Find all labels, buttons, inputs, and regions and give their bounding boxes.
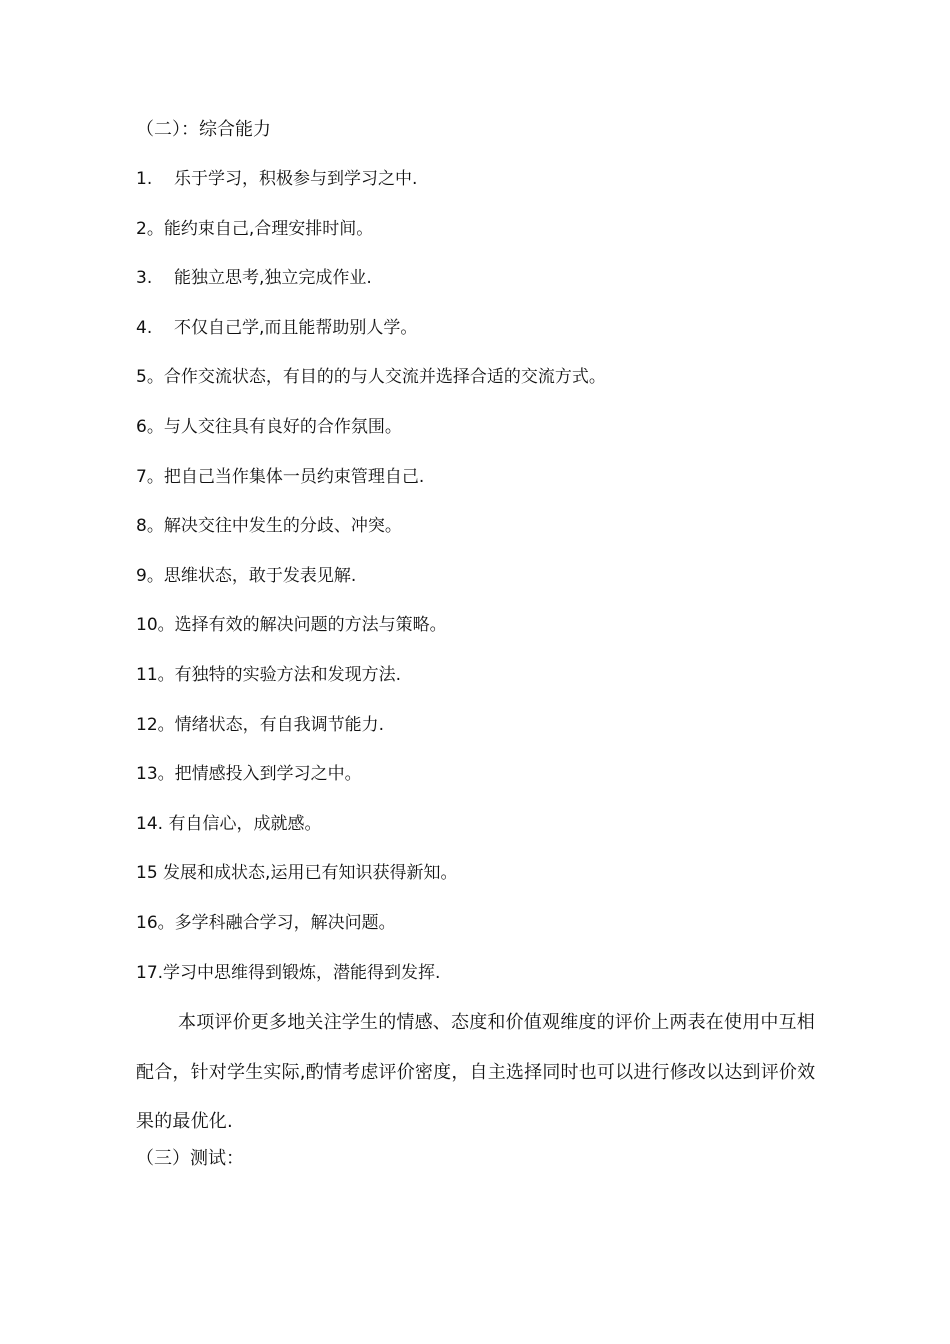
list-item — [136, 613, 816, 637]
item-text: 选择有效的解决问题的方法与策略。 — [174, 615, 447, 636]
item-number: 10。 — [136, 615, 175, 636]
item-number: 3. — [136, 268, 153, 289]
item-text: 有自信心，成就感。 — [168, 813, 322, 834]
list-item — [136, 911, 816, 935]
list-item — [136, 762, 816, 786]
item-number: 4. — [136, 317, 153, 338]
item-text: 有独特的实验方法和发现方法. — [174, 664, 402, 685]
evaluation-paragraph: 本项评价更多地关注学生的情感、态度和价值观维度的评价上两表在使用中互相配合，针对学生实际,酌情考虑评价密度，自主选择同时也可以进行修改以达到评价效果的最优化. — [136, 1012, 816, 1133]
list-item — [136, 415, 816, 439]
item-number: 14. — [136, 813, 169, 834]
item-text: 不仅自己学,而且能帮助别人学。 — [174, 317, 418, 338]
document-content — [136, 118, 816, 1171]
list-item — [136, 713, 816, 737]
item-text: 能约束自己,合理安排时间。 — [163, 218, 374, 239]
item-number: 6。 — [136, 416, 164, 437]
list-item — [136, 217, 816, 241]
item-text: 乐于学习，积极参与到学习之中. — [174, 169, 418, 189]
item-number: 8。 — [136, 516, 164, 537]
item-number: 12。 — [136, 714, 175, 735]
item-number: 11。 — [136, 664, 175, 685]
section-two-heading: （二）：综合能力 — [136, 119, 271, 140]
list-item — [136, 167, 816, 191]
list-item — [136, 564, 816, 588]
item-text: 学习中思维得到锻炼，潜能得到发挥. — [163, 962, 441, 983]
list-item — [136, 663, 816, 687]
section-three-heading: （三）测试： — [136, 1147, 244, 1169]
list-item — [136, 316, 816, 340]
list-item — [136, 514, 816, 538]
item-text: 与人交往具有良好的合作氛围。 — [163, 416, 402, 437]
item-number: 15 — [136, 863, 164, 884]
item-number: 5。 — [136, 367, 164, 388]
list-item — [136, 812, 816, 836]
item-text: 情绪状态，有自我调节能力. — [174, 714, 385, 735]
list-item — [136, 266, 816, 290]
item-text: 能独立思考,独立完成作业. — [174, 268, 372, 289]
item-number: 7。 — [136, 466, 164, 487]
item-text: 多学科融合学习，解决问题。 — [174, 912, 396, 933]
list-item — [136, 861, 816, 885]
item-text: 把情感投入到学习之中。 — [174, 764, 362, 785]
item-number: 17. — [136, 962, 164, 983]
item-number: 1. — [136, 169, 153, 189]
list-item — [136, 365, 816, 389]
item-text: 解决交往中发生的分歧、冲突。 — [163, 516, 402, 537]
item-number: 13。 — [136, 764, 175, 785]
item-number: 16。 — [136, 912, 175, 933]
list-item — [136, 961, 816, 985]
item-text: 思维状态，敢于发表见解. — [163, 565, 357, 586]
item-text: 合作交流状态，有目的的与人交流并选择合适的交流方式。 — [163, 367, 606, 388]
item-text: 发展和成状态,运用已有知识获得新知。 — [163, 863, 458, 884]
list-item — [136, 465, 816, 489]
item-number: 2。 — [136, 218, 164, 239]
ability-list — [136, 167, 816, 985]
item-number: 9。 — [136, 565, 164, 586]
item-text: 把自己当作集体一员约束管理自己. — [163, 466, 425, 487]
